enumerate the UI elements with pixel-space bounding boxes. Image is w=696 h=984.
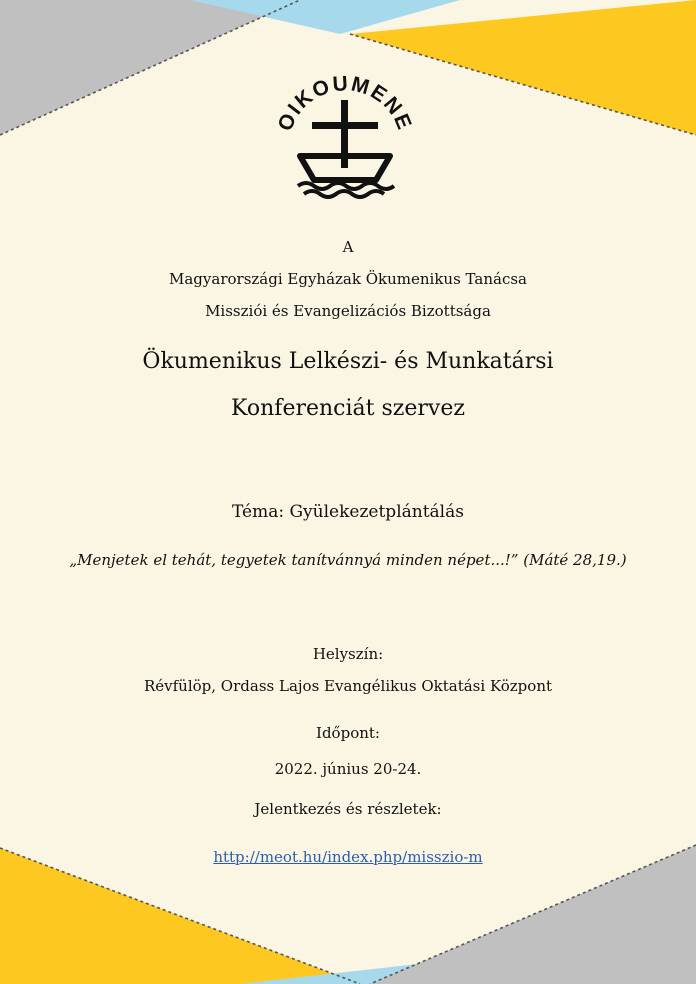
- event-date: 2022. június 20-24.: [274, 760, 422, 778]
- venue-label: Helyszín:: [312, 645, 384, 663]
- conference-title-line2: Konferenciát szervez: [231, 396, 465, 421]
- time-label: Időpont:: [316, 724, 380, 742]
- oikoumene-logo: [270, 52, 420, 202]
- oikoumene-boat-cross-icon: [270, 52, 420, 202]
- conference-title-line1: Ökumenikus Lelkészi- és Munkatársi: [142, 349, 554, 374]
- venue-value: Révfülöp, Ordass Lajos Evangélikus Oktatási Központ: [143, 677, 553, 695]
- registration-link[interactable]: http://meot.hu/index.php/misszio-m: [213, 848, 483, 866]
- conference-theme: Téma: Gyülekezetplántálás: [232, 502, 464, 522]
- logo-wordmark: OIKOUMENE: [273, 72, 417, 135]
- organizer-committee: Missziói és Evangelizációs Bizottsága: [205, 302, 491, 320]
- organizer-name: Magyarországi Egyházak Ökumenikus Tanácsa: [169, 270, 527, 288]
- registration-link-wrap: [0, 848, 696, 866]
- bible-quote: „Menjetek el tehát, tegyetek tanítvánnyá minden népet...!” (Máté 28,19.): [69, 551, 627, 569]
- registration-label: Jelentkezés és részletek:: [254, 800, 442, 818]
- heading-article: A: [342, 238, 354, 256]
